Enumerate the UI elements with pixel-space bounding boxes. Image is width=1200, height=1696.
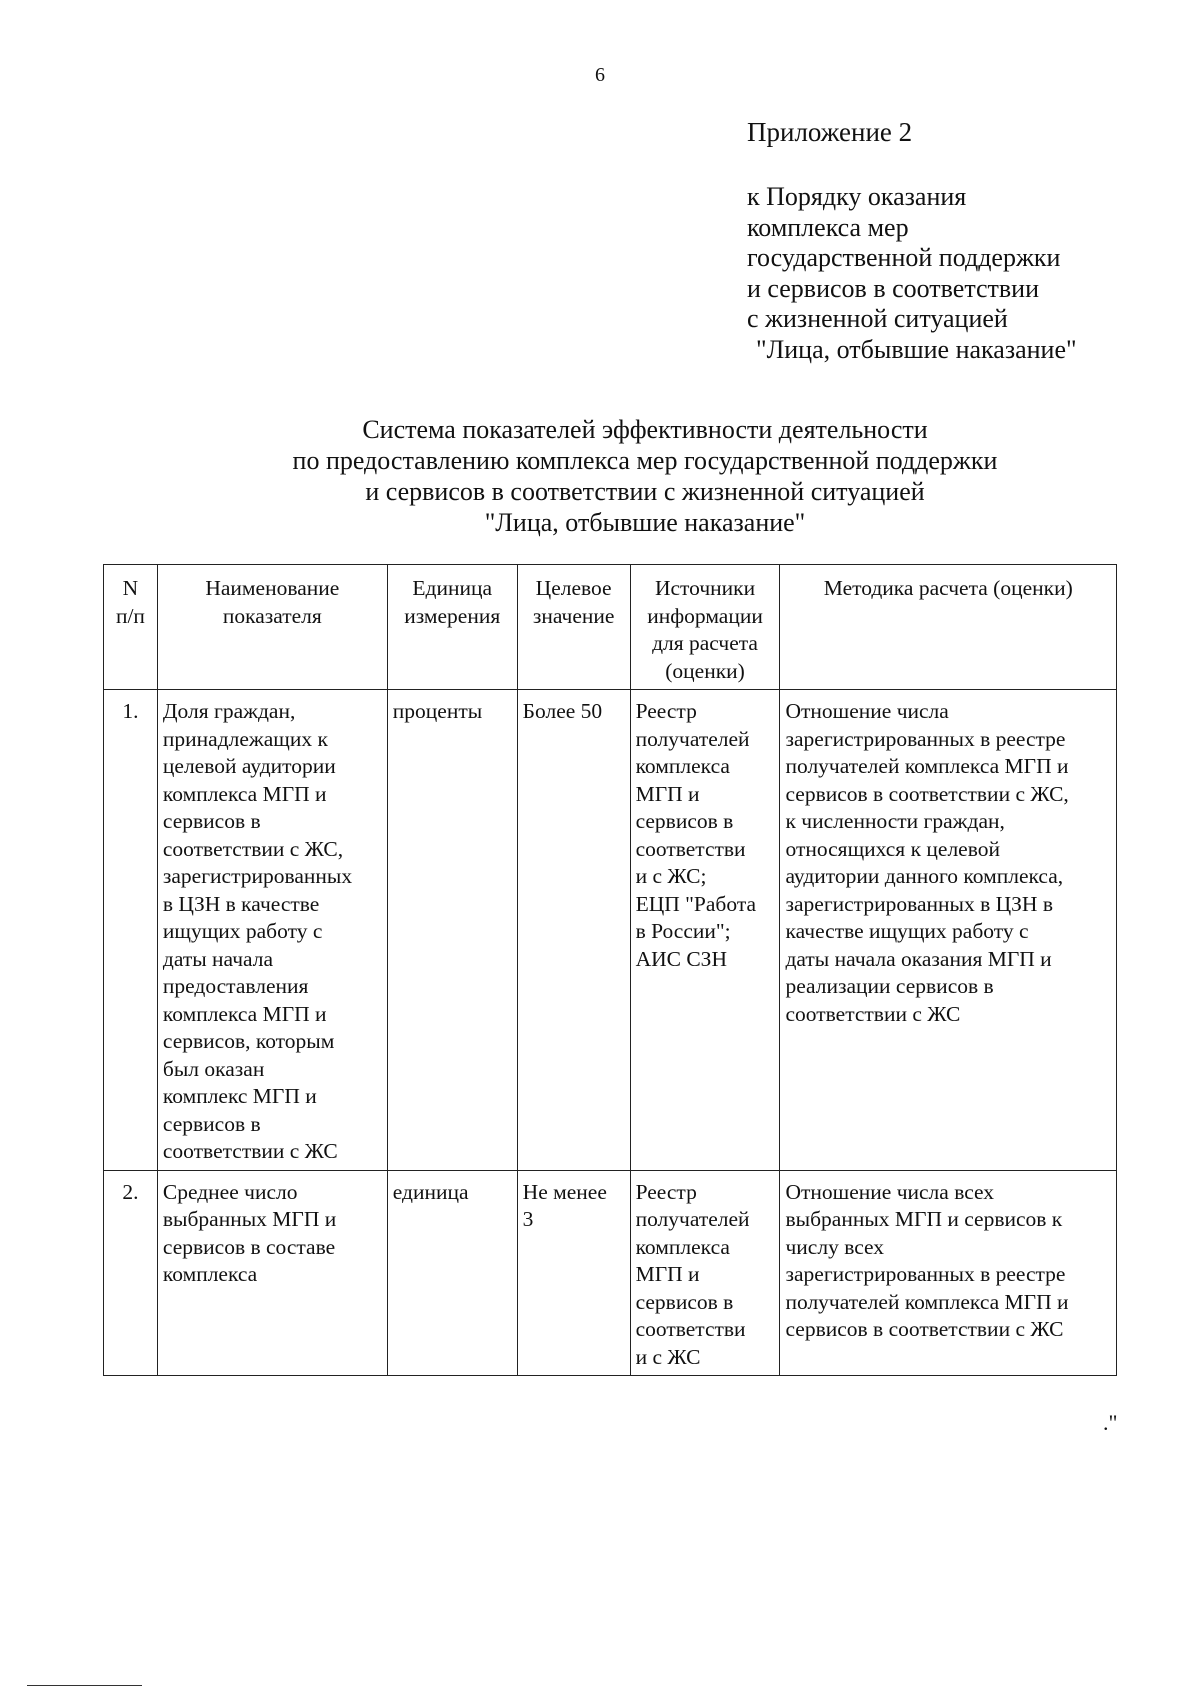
row-method: Отношение числа всех выбранных МГП и сервисов к числу всех зарегистрированных в реестре получателей комплекса МГП и сервисов в соответствии с ЖС — [780, 1170, 1117, 1376]
document-title-line: по предоставлению комплекса мер государственной поддержки — [292, 446, 998, 475]
document-title — [0, 414, 1200, 538]
appendix-reference-line: к Порядку оказания — [747, 182, 967, 211]
row-sources: Реестр получателей комплекса МГП и сервисов в соответстви и с ЖС — [630, 1170, 780, 1376]
closing-quote-mark: ." — [1103, 1410, 1118, 1435]
header-indicator-name: Наименование показателя — [157, 565, 387, 690]
row-number: 2. — [104, 1170, 158, 1376]
appendix-reference-line: с жизненной ситуацией — [747, 304, 1008, 333]
document-title-line: и сервисов в соответствии с жизненной ситуацией — [365, 477, 925, 506]
row-indicator-name: Доля граждан, принадлежащих к целевой аудитории комплекса МГП и сервисов в соответствии с ЖС, зарегистрированных в ЦЗН в качестве ищущих работу с даты начала предоставления комплекса МГП и сервисов, которым был оказан комплекс МГП и сервисов в соответствии с ЖС — [157, 690, 387, 1171]
row-indicator-name: Среднее число выбранных МГП и сервисов в составе комплекса — [157, 1170, 387, 1376]
header-unit: Единица измерения — [387, 565, 517, 690]
page-number: 6 — [595, 64, 605, 86]
row-target-value: Не менее 3 — [517, 1170, 630, 1376]
appendix-reference-line: и сервисов в соответствии — [747, 273, 1040, 303]
header-target-value: Целевое значение — [517, 565, 630, 690]
table-header-row — [104, 565, 1117, 690]
appendix-reference-line: комплекса мер — [747, 212, 909, 242]
row-unit: единица — [387, 1170, 517, 1376]
row-unit: проценты — [387, 690, 517, 1171]
row-method: Отношение числа зарегистрированных в реестре получателей комплекса МГП и сервисов в соответствии с ЖС, к численности граждан, относящихся к целевой аудитории данного комплекса, зарегистрированных в ЦЗН в качестве ищущих работу с даты начала оказания МГП и реализации сервисов в соответствии с ЖС — [780, 690, 1117, 1171]
table-row — [104, 690, 1117, 1171]
document-title-line: "Лица, отбывшие наказание" — [484, 508, 806, 537]
row-target-value: Более 50 — [517, 690, 630, 1171]
footnote-divider — [27, 1685, 142, 1686]
document-title-line: Система показателей эффективности деятельности — [362, 415, 928, 444]
appendix-title: Приложение 2 — [747, 117, 913, 147]
header-sources: Источники информации для расчета (оценки) — [630, 565, 780, 690]
header-method: Методика расчета (оценки) — [780, 565, 1117, 690]
appendix-reference-line: государственной поддержки — [747, 243, 1061, 272]
table-row — [104, 1170, 1117, 1376]
header-number: N п/п — [104, 565, 158, 690]
appendix-reference-line: "Лица, отбывшие наказание" — [756, 334, 1077, 364]
appendix-reference — [747, 182, 1077, 365]
indicators-table — [103, 564, 1117, 1376]
row-number: 1. — [104, 690, 158, 1171]
row-sources: Реестр получателей комплекса МГП и сервисов в соответстви и с ЖС; ЕЦП "Работа в России"; АИС СЗН — [630, 690, 780, 1171]
